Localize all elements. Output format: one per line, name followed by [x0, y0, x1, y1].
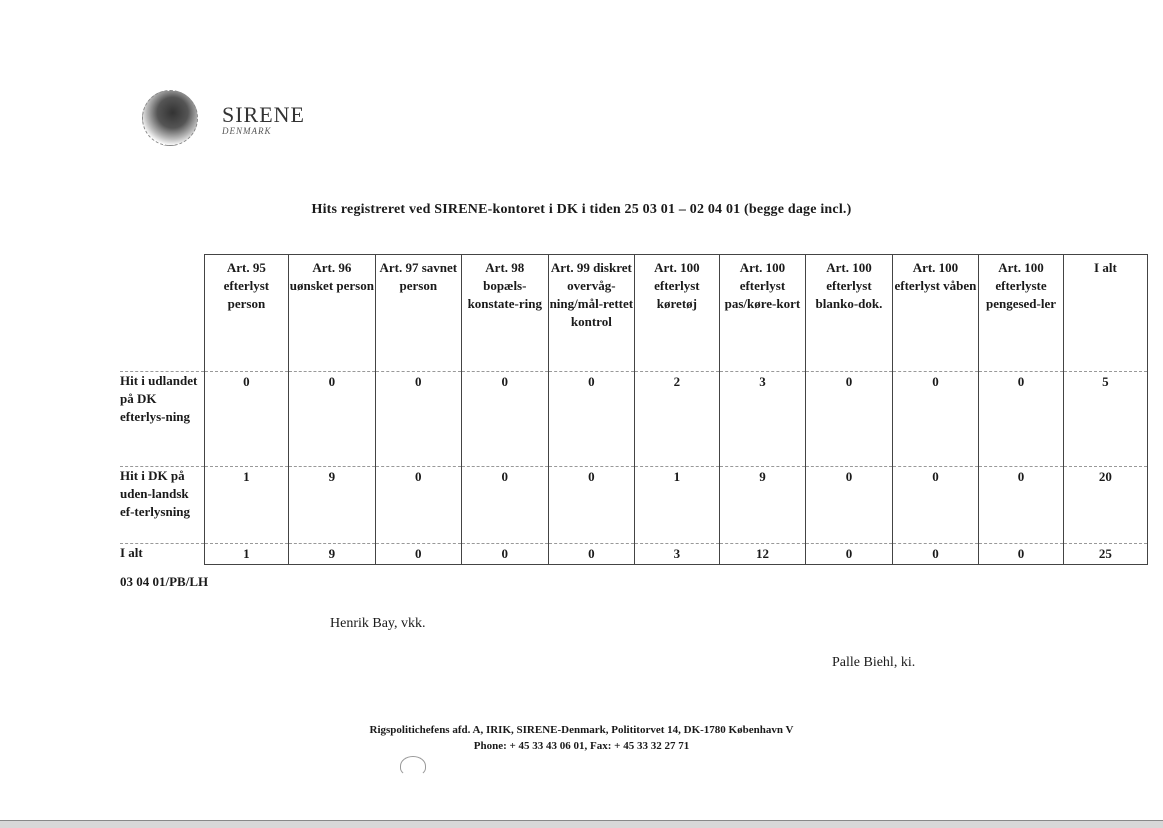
footer — [0, 722, 1163, 754]
table-cell: 0 — [548, 467, 635, 544]
table-cell: 1 — [204, 467, 289, 544]
table-cell: 0 — [892, 467, 978, 544]
column-header: Art. 95 efterlyst person — [204, 255, 289, 372]
table-cell: 0 — [979, 467, 1064, 544]
row-label: Hit i DK på uden-landsk ef-terlysning — [120, 467, 204, 544]
column-header: Art. 98 bopæls-konstate-ring — [462, 255, 549, 372]
sirene-logo — [128, 84, 305, 164]
table-cell: 0 — [806, 544, 892, 565]
table-cell: 1 — [635, 467, 720, 544]
footer-address: Rigspolitichefens afd. A, IRIK, SIRENE-Denmark, Polititorvet 14, DK-1780 København V — [369, 724, 794, 736]
corner-cell — [120, 255, 204, 372]
column-header: Art. 100 efterlyst våben — [892, 255, 978, 372]
row-label: Hit i udlandet på DK efterlys-ning — [120, 372, 204, 467]
table-cell: 0 — [289, 372, 375, 467]
signature-left: Henrik Bay, vkk. — [330, 616, 426, 631]
table-cell: 5 — [1063, 372, 1147, 467]
table-cell: 0 — [462, 544, 549, 565]
table-cell: 0 — [462, 372, 549, 467]
table-cell: 2 — [635, 372, 720, 467]
table-cell: 0 — [806, 372, 892, 467]
table-cell: 0 — [204, 372, 289, 467]
table-cell: 0 — [892, 372, 978, 467]
footer-contact: Phone: + 45 33 43 06 01, Fax: + 45 33 32 27 71 — [473, 740, 690, 752]
table-cell: 0 — [375, 372, 461, 467]
logo-subtitle: DENMARK — [222, 126, 272, 136]
table-cell: 3 — [719, 372, 806, 467]
table-cell: 0 — [806, 467, 892, 544]
table-cell: 12 — [719, 544, 806, 565]
column-header: Art. 97 savnet person — [375, 255, 461, 372]
table-row — [120, 467, 1148, 544]
table-cell: 9 — [289, 467, 375, 544]
table-cell: 9 — [719, 467, 806, 544]
table-cell: 0 — [979, 544, 1064, 565]
table-cell: 1 — [204, 544, 289, 565]
table-cell: 0 — [979, 372, 1064, 467]
table-cell: 3 — [635, 544, 720, 565]
table-cell: 9 — [289, 544, 375, 565]
table-cell: 25 — [1063, 544, 1147, 565]
column-header: I alt — [1063, 255, 1147, 372]
table-cell: 0 — [375, 544, 461, 565]
table-row-total — [120, 544, 1148, 565]
table-header-row — [120, 255, 1148, 372]
hits-table — [120, 254, 1148, 565]
table-cell: 0 — [462, 467, 549, 544]
table-cell: 0 — [892, 544, 978, 565]
row-label: I alt — [120, 544, 204, 565]
table-cell: 20 — [1063, 467, 1147, 544]
column-header: Art. 100 efterlyst blanko-dok. — [806, 255, 892, 372]
table-cell: 0 — [548, 544, 635, 565]
column-header: Art. 96 uønsket person — [289, 255, 375, 372]
column-header: Art. 99 diskret overvåg-ning/mål-rettet kontrol — [548, 255, 635, 372]
reference-code: 03 04 01/PB/LH — [120, 574, 209, 589]
table-cell: 0 — [548, 372, 635, 467]
globe-icon — [142, 90, 198, 146]
signature-right: Palle Biehl, ki. — [832, 655, 916, 670]
column-header: Art. 100 efterlyst køretøj — [635, 255, 720, 372]
logo-name: SIRENE — [222, 102, 305, 127]
document-title: Hits registreret ved SIRENE-kontoret i DK i tiden 25 03 01 – 02 04 01 (begge dage incl.) — [311, 202, 852, 217]
table-row — [120, 372, 1148, 467]
column-header: Art. 100 efterlyste pengesed-ler — [979, 255, 1064, 372]
stamp-mark-icon — [400, 756, 426, 776]
table-cell: 0 — [375, 467, 461, 544]
column-header: Art. 100 efterlyst pas/køre-kort — [719, 255, 806, 372]
